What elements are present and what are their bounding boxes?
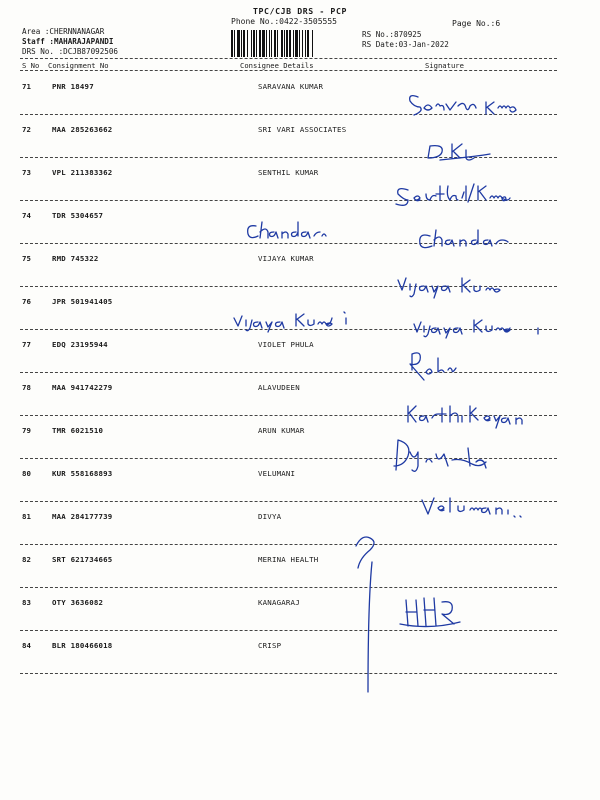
row-sno: 78 [22,383,31,392]
row-sno: 81 [22,512,31,521]
name-76 [234,312,346,332]
row-consignment-no: TDR 5304657 [52,211,104,220]
col-header-sno: S No [22,61,40,70]
row-consignee: KANAGARAJ [258,598,300,607]
col-header-consignee: Consignee Details [240,61,314,70]
row-sno: 77 [22,340,31,349]
signature-72 [428,144,490,160]
page-number: Page No.:6 [452,19,501,28]
row-consignment-no: TMR 6021510 [52,426,104,435]
row-sno: 71 [22,82,31,91]
col-header-signature: Signature [425,61,464,70]
signature-71 [410,96,516,115]
bracket-mark [356,537,374,692]
row-consignment-no: MAA 285263662 [52,125,113,134]
signature-79 [394,440,486,471]
row-consignee: VIOLET PHULA [258,340,314,349]
rs-number: RS No.:870925 [362,30,422,39]
row-consignment-no: OTY 3636082 [52,598,104,607]
signature-73 [396,184,510,205]
row-consignee: ARUN KUMAR [258,426,305,435]
signature-78 [408,406,522,428]
row-consignment-no: VPL 211383362 [52,168,113,177]
row-consignment-no: MAA 284177739 [52,512,113,521]
row-sno: 83 [22,598,31,607]
row-consignment-no: KUR 558168893 [52,469,113,478]
row-consignment-no: RMD 745322 [52,254,99,263]
name-74 [248,222,326,238]
row-consignee: MERINA HEALTH [258,555,319,564]
row-sno: 74 [22,211,31,220]
row-consignee: SENTHIL KUMAR [258,168,319,177]
row-consignee: VIJAYA KUMAR [258,254,314,263]
signature-75 [398,278,500,298]
signature-74 [420,230,508,248]
row-consignment-no: SRT 621734665 [52,555,113,564]
row-consignment-no: BLR 180466018 [52,641,113,650]
row-consignee: CRISP [258,641,282,650]
col-header-consignment: Consignment No [48,61,109,70]
row-sno: 84 [22,641,31,650]
row-consignee: VELUMANI [258,469,296,478]
area-label: Area :CHERNNANAGAR [22,27,105,36]
signature-80 [422,498,521,517]
signature-83 [400,598,460,627]
row-sno: 73 [22,168,31,177]
row-sno: 72 [22,125,31,134]
row-consignment-no: MAA 941742279 [52,383,113,392]
row-sno: 75 [22,254,31,263]
signature-76 [414,320,538,338]
row-sno: 79 [22,426,31,435]
row-consignment-no: JPR 501941405 [52,297,113,306]
row-consignee: DIVYA [258,512,282,521]
row-consignee: SRI VARI ASSOCIATES [258,125,347,134]
signature-77 [410,353,456,380]
report-title: TPC/CJB DRS - PCP [253,6,347,16]
phone-number: Phone No.:0422-3505555 [231,17,337,26]
staff-label: Staff :MAHARAJAPANDI [22,37,114,46]
row-sno: 76 [22,297,31,306]
rs-date: RS Date:03-Jan-2022 [362,40,449,49]
row-consignee: ALAVUDEEN [258,383,300,392]
drs-number: DRS No. :DCJB87092506 [22,47,119,56]
row-consignment-no: PNR 18497 [52,82,94,91]
row-sno: 82 [22,555,31,564]
row-consignment-no: EDQ 23195944 [52,340,108,349]
row-consignee: SARAVANA KUMAR [258,82,324,91]
row-sno: 80 [22,469,31,478]
